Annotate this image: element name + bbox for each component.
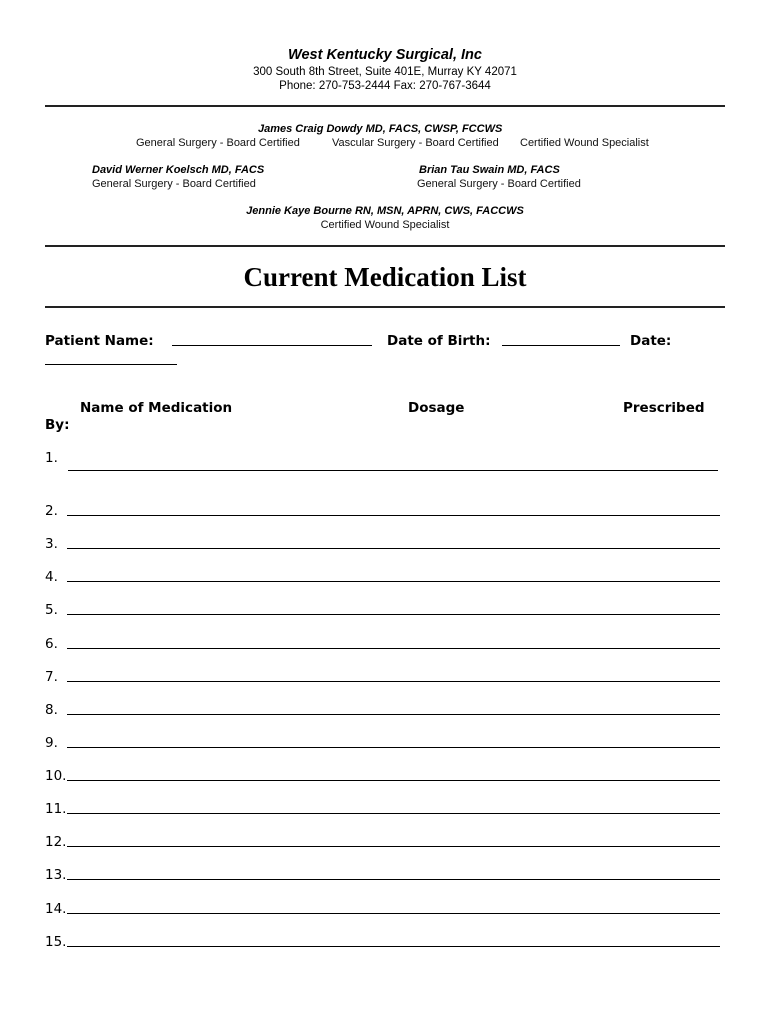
organization-phone-fax: Phone: 270-753-2444 Fax: 270-767-3644: [279, 80, 491, 92]
physician-dowdy-cred-general: General Surgery - Board Certified: [136, 137, 300, 149]
medication-row: [45, 928, 720, 950]
medication-row-number: 10.: [45, 768, 67, 784]
medication-entry-line[interactable]: [67, 548, 720, 549]
header-divider: [45, 105, 725, 107]
medication-row: [45, 762, 720, 784]
physician-koelsch-cred: General Surgery - Board Certified: [92, 178, 256, 190]
medication-entry-line[interactable]: [67, 846, 720, 847]
nurse-bourne-cred: Certified Wound Specialist: [320, 219, 450, 231]
physician-dowdy-name: James Craig Dowdy MD, FACS, CWSP, FCCWS: [258, 123, 503, 135]
medication-row-number: 7.: [45, 669, 58, 685]
medication-entry-line[interactable]: [67, 813, 720, 814]
medication-row: [45, 630, 720, 652]
medication-entry-line[interactable]: [67, 913, 720, 914]
medication-row: [45, 596, 720, 618]
medication-row: [45, 696, 720, 718]
physician-dowdy-cred-wound: Certified Wound Specialist: [520, 137, 649, 149]
medication-row: [45, 497, 720, 519]
medication-entry-line[interactable]: [67, 747, 720, 748]
date-field[interactable]: [45, 352, 177, 365]
organization-address: 300 South 8th Street, Suite 401E, Murray KY 42071: [253, 66, 517, 78]
medication-row-number: 2.: [45, 503, 58, 519]
medication-row-number: 11.: [45, 801, 67, 817]
date-of-birth-label: Date of Birth:: [387, 333, 491, 349]
medication-row: [45, 530, 720, 552]
physician-dowdy-cred-vascular: Vascular Surgery - Board Certified: [332, 137, 499, 149]
medication-entry-line[interactable]: [67, 946, 720, 947]
physicians-divider: [45, 245, 725, 247]
medication-row-number: 6.: [45, 636, 58, 652]
medication-row-1-number: 1.: [45, 450, 58, 466]
medication-row: [45, 729, 720, 751]
medication-row-number: 12.: [45, 834, 67, 850]
title-divider: [45, 306, 725, 308]
physician-koelsch-name: David Werner Koelsch MD, FACS: [92, 164, 265, 176]
organization-name: West Kentucky Surgical, Inc: [288, 47, 482, 63]
medication-row: [45, 828, 720, 850]
physician-swain-cred: General Surgery - Board Certified: [417, 178, 581, 190]
medication-row-1-line[interactable]: [68, 470, 718, 471]
medication-row: [45, 663, 720, 685]
medication-row: [45, 795, 720, 817]
medication-row-number: 4.: [45, 569, 58, 585]
medication-entry-line[interactable]: [67, 581, 720, 582]
column-header-prescribed-by: By:: [45, 417, 70, 433]
column-header-prescribed: Prescribed: [623, 400, 705, 416]
column-header-medication: Name of Medication: [80, 400, 233, 416]
date-label: Date:: [630, 333, 672, 349]
medication-row-number: 9.: [45, 735, 58, 751]
medication-row-number: 8.: [45, 702, 58, 718]
medication-entry-line[interactable]: [67, 614, 720, 615]
medication-entry-line[interactable]: [67, 879, 720, 880]
medication-entry-line[interactable]: [67, 515, 720, 516]
medication-row-number: 5.: [45, 602, 58, 618]
patient-name-label: Patient Name:: [45, 333, 154, 349]
medication-entry-line[interactable]: [67, 780, 720, 781]
medication-row-number: 14.: [45, 901, 67, 917]
nurse-bourne-name: Jennie Kaye Bourne RN, MSN, APRN, CWS, FACCWS: [246, 205, 524, 217]
page-title: Current Medication List: [243, 262, 527, 292]
medication-row: [45, 861, 720, 883]
column-header-dosage: Dosage: [408, 400, 465, 416]
medication-row-number: 15.: [45, 934, 67, 950]
medication-entry-line[interactable]: [67, 648, 720, 649]
date-of-birth-field[interactable]: [502, 333, 620, 346]
physician-swain-name: Brian Tau Swain MD, FACS: [419, 164, 560, 176]
medication-row-number: 3.: [45, 536, 58, 552]
medication-row-number: 13.: [45, 867, 67, 883]
patient-name-field[interactable]: [172, 333, 372, 346]
medication-row: [45, 563, 720, 585]
medication-entry-line[interactable]: [67, 714, 720, 715]
medication-entry-line[interactable]: [67, 681, 720, 682]
medication-row: [45, 895, 720, 917]
